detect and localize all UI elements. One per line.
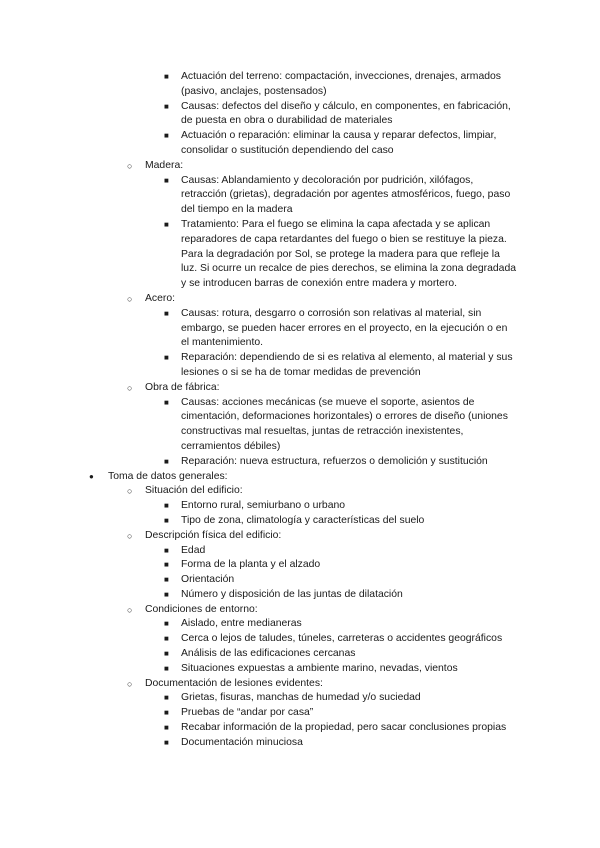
list-item-text: Tipo de zona, climatología y características del suelo bbox=[181, 514, 425, 526]
list-item bbox=[0, 691, 518, 706]
list-item-text: Número y disposición de las juntas de dilatación bbox=[181, 588, 403, 600]
circle-bullet: ○ bbox=[127, 486, 133, 497]
square-bullet: ■ bbox=[164, 545, 169, 555]
square-bullet: ■ bbox=[164, 501, 169, 511]
list-item bbox=[0, 647, 518, 662]
list-item-text: Causas: acciones mecánicas (se mueve el soporte, asientos de cimentación, deformaciones horizontales) o errores de diseño (uniones constructivas mal resueltas, juntas de retracción inexistentes, cerramientos débiles) bbox=[181, 396, 508, 452]
square-bullet: ■ bbox=[164, 708, 169, 718]
section-obra-fabrica bbox=[0, 381, 530, 396]
square-bullet: ■ bbox=[164, 101, 169, 111]
section-label: Toma de datos generales: bbox=[108, 470, 228, 482]
section-label: Descripción física del edificio: bbox=[145, 529, 282, 541]
list-item bbox=[0, 632, 518, 647]
toma-subsections bbox=[0, 529, 600, 544]
section-label: Madera: bbox=[145, 159, 184, 171]
obra-items bbox=[0, 396, 600, 470]
section-documentacion bbox=[0, 677, 530, 692]
list-item bbox=[0, 307, 518, 351]
list-item-text: Edad bbox=[181, 544, 206, 556]
section-label: Documentación de lesiones evidentes: bbox=[145, 677, 323, 689]
circle-bullet: ○ bbox=[127, 530, 133, 541]
circle-bullet: ○ bbox=[127, 160, 133, 171]
square-bullet: ■ bbox=[164, 175, 169, 185]
materials-list bbox=[0, 292, 600, 307]
list-item bbox=[0, 174, 518, 218]
section-descripcion bbox=[0, 529, 530, 544]
descripcion-items bbox=[0, 544, 600, 603]
list-item bbox=[0, 544, 518, 559]
square-bullet: ■ bbox=[164, 131, 169, 141]
madera-items bbox=[0, 174, 600, 292]
list-item bbox=[0, 499, 518, 514]
list-item bbox=[0, 455, 518, 470]
list-item-text: Aislado, entre medianeras bbox=[181, 618, 302, 630]
list-item bbox=[0, 129, 518, 159]
list-item-text: Actuación o reparación: eliminar la causa y reparar defectos, limpiar, consolidar o sustitución dependiendo del caso bbox=[181, 130, 497, 156]
list-item bbox=[0, 218, 518, 292]
list-item-text: Situaciones expuestas a ambiente marino, nevadas, vientos bbox=[181, 662, 458, 674]
square-bullet: ■ bbox=[164, 663, 169, 673]
square-bullet: ■ bbox=[164, 634, 169, 644]
acero-items bbox=[0, 307, 600, 381]
list-item-text: Pruebas de “andar por casa” bbox=[181, 707, 314, 719]
list-item-text: Entorno rural, semiurbano o urbano bbox=[181, 500, 346, 512]
list-item-text: Orientación bbox=[181, 574, 235, 586]
list-item bbox=[0, 558, 518, 573]
section-label: Situación del edificio: bbox=[145, 485, 243, 497]
square-bullet: ■ bbox=[164, 353, 169, 363]
list-item bbox=[0, 573, 518, 588]
list-item-text: Análisis de las edificaciones cercanas bbox=[181, 648, 356, 660]
toma-subsections bbox=[0, 484, 600, 499]
documentacion-items bbox=[0, 691, 600, 750]
list-item-text: Forma de la planta y el alzado bbox=[181, 559, 321, 571]
list-item bbox=[0, 706, 518, 721]
section-toma-datos bbox=[0, 470, 530, 485]
section-condiciones bbox=[0, 603, 530, 618]
list-item bbox=[0, 351, 518, 381]
square-bullet: ■ bbox=[164, 219, 169, 229]
circle-bullet: ○ bbox=[127, 382, 133, 393]
list-item bbox=[0, 617, 518, 632]
section-situacion bbox=[0, 484, 530, 499]
condiciones-items bbox=[0, 617, 600, 676]
materials-list bbox=[0, 381, 600, 396]
materials-list bbox=[0, 159, 600, 174]
square-bullet: ■ bbox=[164, 649, 169, 659]
list-item bbox=[0, 721, 518, 736]
square-bullet: ■ bbox=[164, 308, 169, 318]
list-item-text: Causas: rotura, desgarro o corrosión son relativas al material, sin embargo, se pueden hacer errores en el proyecto, en la ejecución o en el mantenimiento. bbox=[181, 307, 508, 349]
square-bullet: ■ bbox=[164, 723, 169, 733]
list-item bbox=[0, 736, 518, 751]
situacion-items bbox=[0, 499, 600, 529]
list-item bbox=[0, 662, 518, 677]
list-item-text: Tratamiento: Para el fuego se elimina la capa afectada y se aplican reparadores de capa retardantes del fuego o bien se restituye la pieza. Para la degradación por Sol, se protege la madera para que refleje la luz. Si ocurre un recalce de pies derechos, se elimina la zona degradada y se introducen barras de conexión entre madera y mortero. bbox=[181, 218, 517, 290]
square-bullet: ■ bbox=[164, 693, 169, 703]
intro-list bbox=[0, 70, 600, 159]
circle-bullet: ○ bbox=[127, 678, 133, 689]
list-item-text: Cerca o lejos de taludes, túneles, carreteras o accidentes geográficos bbox=[181, 633, 503, 645]
square-bullet: ■ bbox=[164, 515, 169, 525]
square-bullet: ■ bbox=[164, 72, 169, 81]
square-bullet: ■ bbox=[164, 619, 169, 629]
list-item bbox=[0, 514, 518, 529]
square-bullet: ■ bbox=[164, 737, 169, 747]
list-item-text: Actuación del terreno: compactación, invecciones, drenajes, armados (pasivo, anclajes, postensados) bbox=[181, 71, 501, 97]
list-item-text: Causas: Ablandamiento y decoloración por pudrición, xilófagos, retracción (grietas), degradación por agentes atmosféricos, fuego, paso del tiempo en la madera bbox=[181, 174, 511, 216]
outline bbox=[0, 70, 600, 751]
list-item-text: Documentación minuciosa bbox=[181, 736, 303, 748]
disc-bullet: ● bbox=[89, 471, 94, 481]
square-bullet: ■ bbox=[164, 589, 169, 599]
list-item bbox=[0, 396, 518, 455]
square-bullet: ■ bbox=[164, 560, 169, 570]
list-item bbox=[0, 70, 518, 100]
toma-subsections bbox=[0, 603, 600, 618]
list-item-text: Reparación: nueva estructura, refuerzos o demolición y sustitución bbox=[181, 455, 488, 467]
toma-subsections bbox=[0, 677, 600, 692]
section-label: Obra de fábrica: bbox=[145, 381, 220, 393]
square-bullet: ■ bbox=[164, 456, 169, 466]
section-label: Acero: bbox=[145, 292, 176, 304]
section-acero bbox=[0, 292, 530, 307]
section-madera bbox=[0, 159, 530, 174]
circle-bullet: ○ bbox=[127, 604, 133, 615]
list-item-text: Reparación: dependiendo de si es relativa al elemento, al material y sus lesiones o si se ha de tomar medidas de prevención bbox=[181, 352, 513, 378]
square-bullet: ■ bbox=[164, 575, 169, 585]
list-item-text: Recabar información de la propiedad, pero sacar conclusiones propias bbox=[181, 722, 507, 734]
section-label: Condiciones de entorno: bbox=[145, 603, 258, 615]
list-item bbox=[0, 588, 518, 603]
list-item bbox=[0, 100, 518, 130]
list-item-text: Grietas, fisuras, manchas de humedad y/o suciedad bbox=[181, 692, 421, 704]
list-item-text: Causas: defectos del diseño y cálculo, en componentes, en fabricación, de puesta en obra o durabilidad de materiales bbox=[181, 100, 511, 127]
circle-bullet: ○ bbox=[127, 293, 133, 304]
top-level-list bbox=[0, 470, 600, 485]
square-bullet: ■ bbox=[164, 397, 169, 407]
